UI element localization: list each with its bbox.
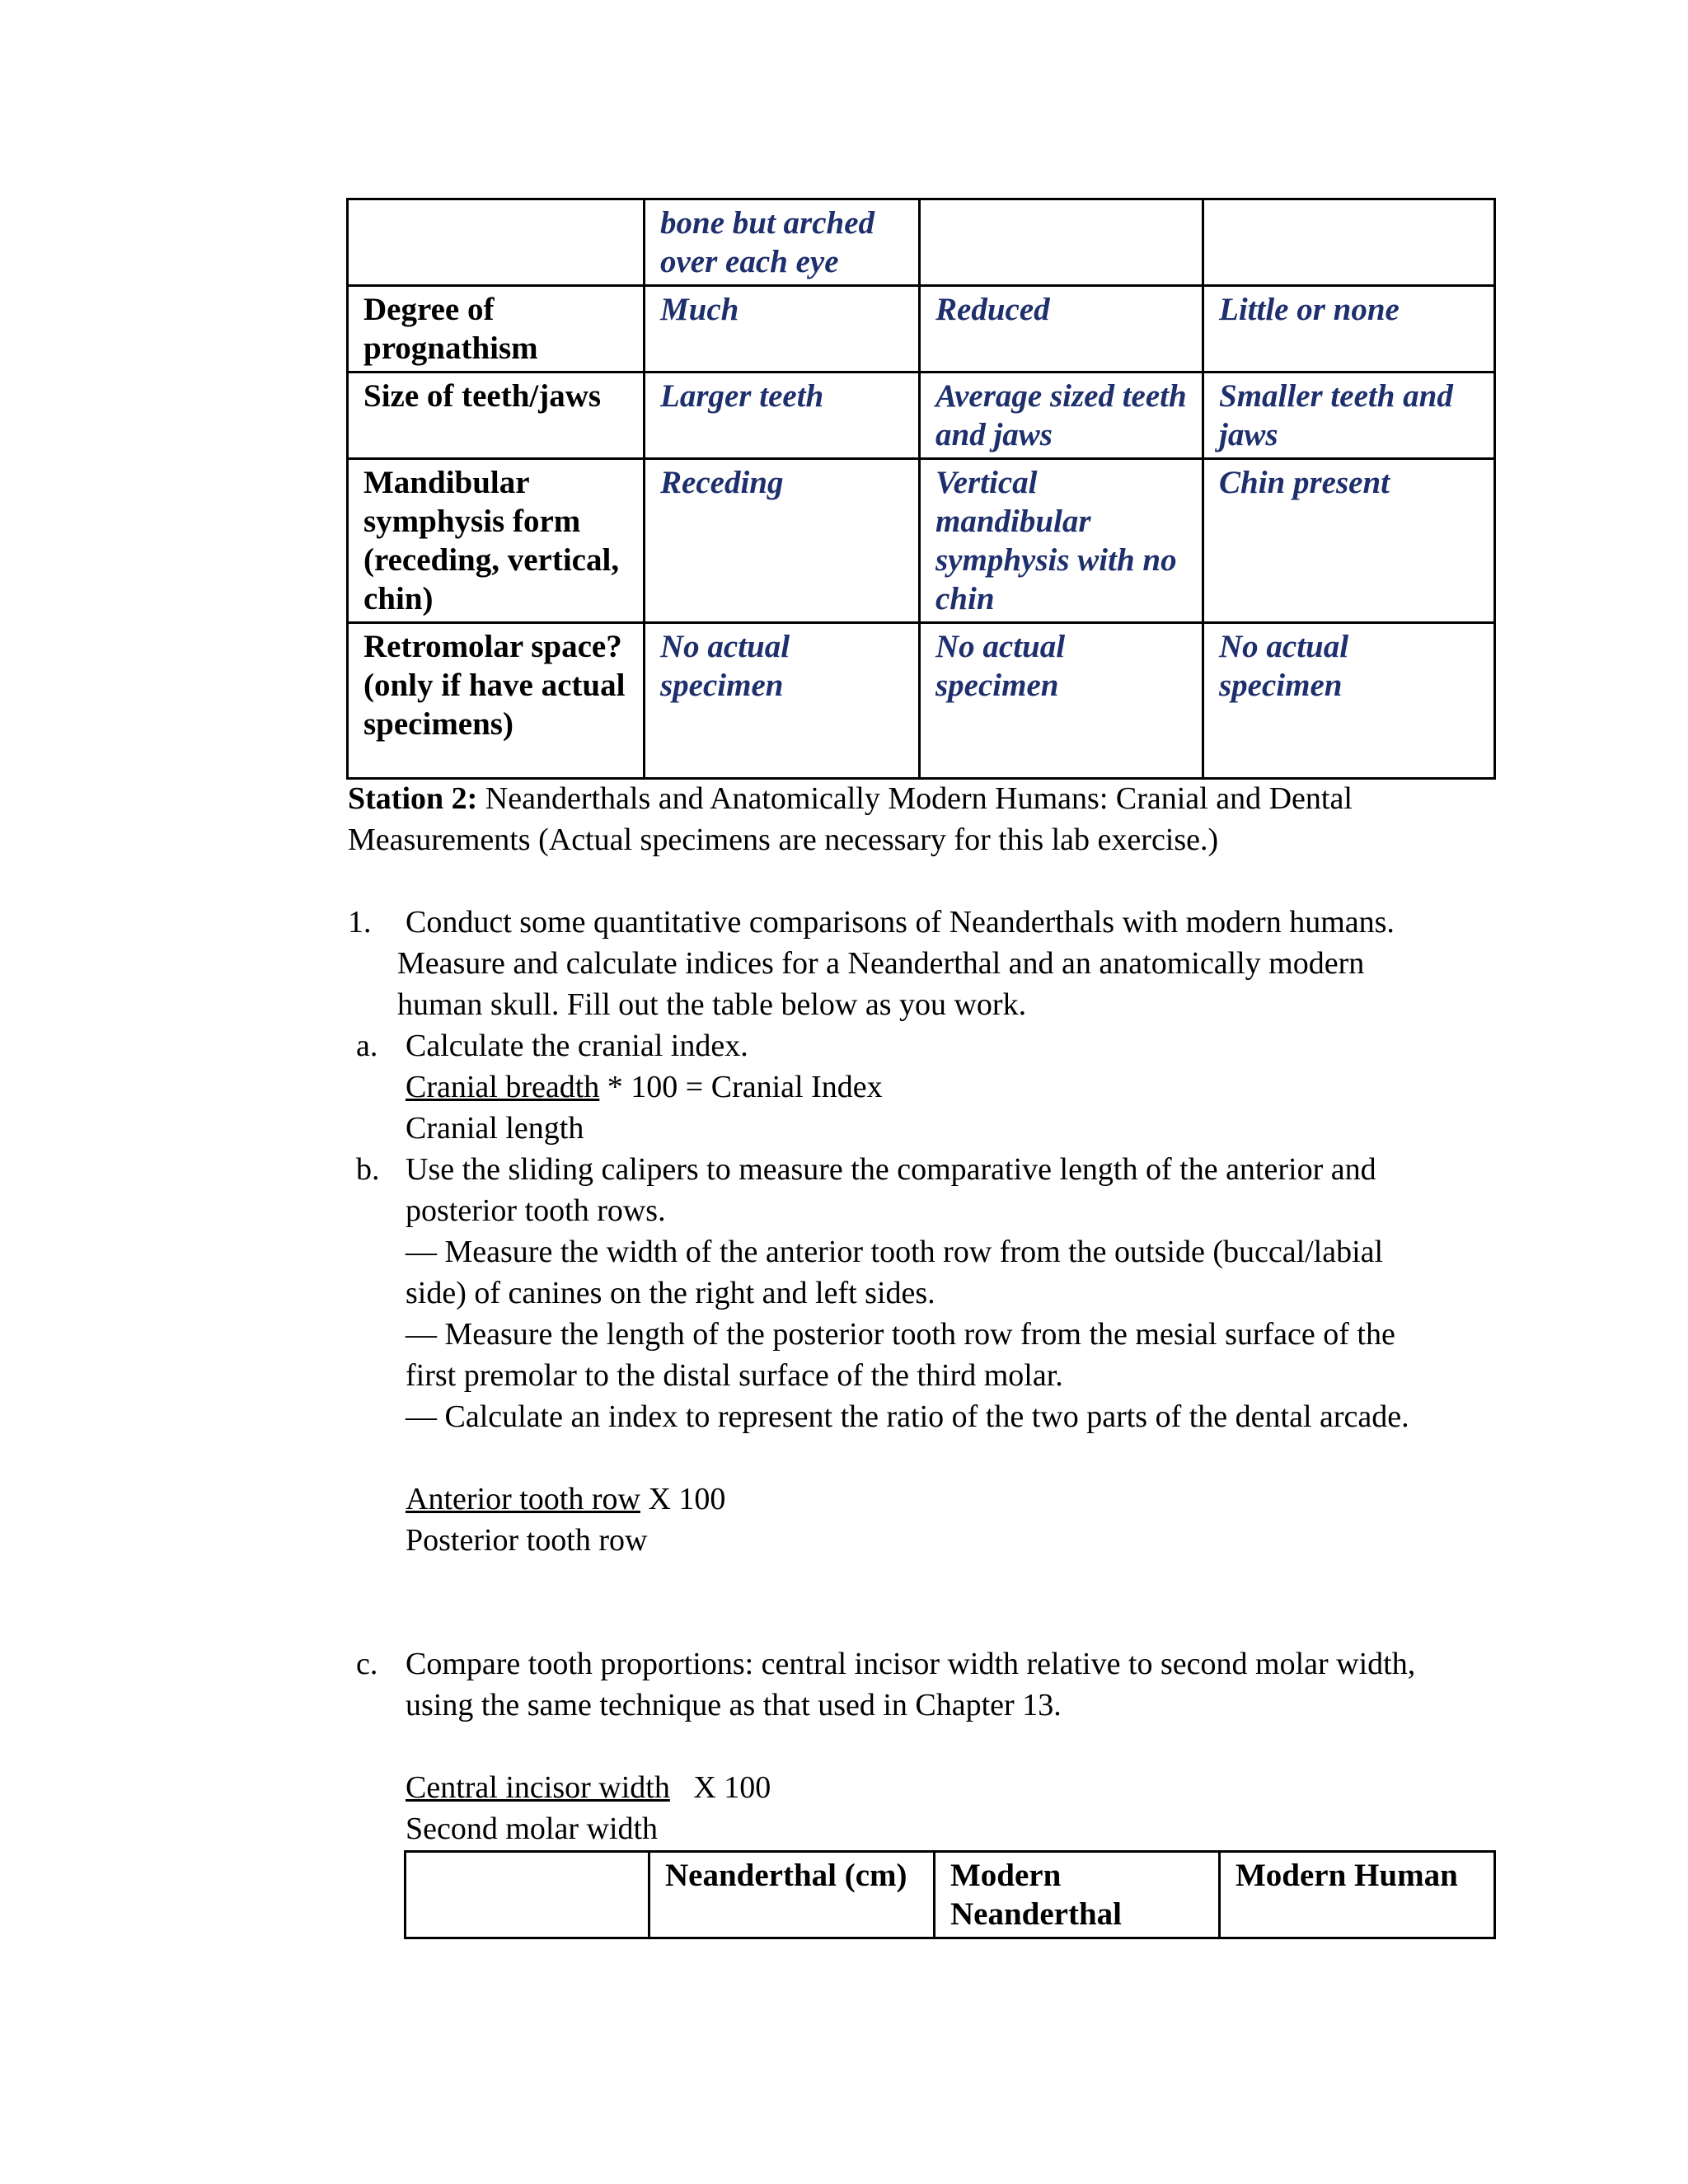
- modern-neanderthal-cell: Average sized teeth and jaws: [920, 373, 1203, 459]
- modern-neanderthal-cell: [920, 199, 1203, 286]
- formula-rest: X 100: [640, 1482, 726, 1516]
- item-b-line1: Use the sliding calipers to measure the comparative length of the anterior and: [406, 1152, 1376, 1187]
- tooth-proportion-formula: [406, 1767, 771, 1808]
- item1-line3: human skull. Fill out the table below as you work.: [397, 987, 1027, 1022]
- station-heading: [348, 778, 1353, 819]
- formula-rest: X 100: [669, 1770, 771, 1805]
- item1-line1: Conduct some quantitative comparisons of Neanderthals with modern humans.: [406, 905, 1395, 940]
- header-modern-neanderthal: Modern Neanderthal: [935, 1852, 1220, 1938]
- table-row: [348, 199, 1495, 286]
- item-c-line1: Compare tooth proportions: central incisor width relative to second molar width,: [406, 1647, 1416, 1681]
- row-label: Mandibular symphysis form (receding, vertical, chin): [348, 459, 645, 623]
- station-label: Station 2:: [348, 781, 478, 816]
- station-title-line2: Measurements (Actual specimens are necessary for this lab exercise.): [348, 823, 1219, 857]
- table-row: [348, 373, 1495, 459]
- tooth-row-formula: [406, 1479, 725, 1520]
- modern-human-cell: Smaller teeth and jaws: [1203, 373, 1495, 459]
- item-b-line5: — Measure the length of the posterior tooth row from the mesial surface of the: [406, 1317, 1395, 1352]
- neanderthal-cell: Larger teeth: [645, 373, 920, 459]
- row-label: Size of teeth/jaws: [348, 373, 645, 459]
- comparison-table: [346, 198, 1496, 780]
- measurement-table: [404, 1850, 1496, 1939]
- neanderthal-cell: No actual specimen: [645, 623, 920, 779]
- formula-denominator: Second molar width: [406, 1811, 659, 1846]
- row-label: [348, 199, 645, 286]
- neanderthal-cell: Receding: [645, 459, 920, 623]
- formula-rest: * 100 = Cranial Index: [599, 1070, 883, 1104]
- item-a-text: Calculate the cranial index.: [406, 1029, 748, 1063]
- table-header-row: [406, 1852, 1495, 1938]
- formula-denominator: Cranial length: [406, 1111, 584, 1146]
- item-b-line3: — Measure the width of the anterior tooth row from the outside (buccal/labial: [406, 1235, 1384, 1269]
- table-row: [348, 459, 1495, 623]
- item-letter: c.: [356, 1647, 378, 1681]
- modern-human-cell: Little or none: [1203, 286, 1495, 373]
- table-row: [348, 286, 1495, 373]
- neanderthal-cell: bone but arched over each eye: [645, 199, 920, 286]
- neanderthal-cell: Much: [645, 286, 920, 373]
- cranial-index-formula: [406, 1066, 883, 1108]
- row-label: Retromolar space? (only if have actual specimens): [348, 623, 645, 779]
- modern-neanderthal-cell: Vertical mandibular symphysis with no chin: [920, 459, 1203, 623]
- item-letter: a.: [356, 1029, 378, 1063]
- item-b-line6: first premolar to the distal surface of the third molar.: [406, 1358, 1063, 1393]
- modern-neanderthal-cell: Reduced: [920, 286, 1203, 373]
- modern-human-cell: Chin present: [1203, 459, 1495, 623]
- station-title-line1: Neanderthals and Anatomically Modern Humans: Cranial and Dental: [485, 781, 1353, 816]
- modern-human-cell: [1203, 199, 1495, 286]
- item-b-line7: — Calculate an index to represent the ratio of the two parts of the dental arcade.: [406, 1399, 1409, 1434]
- item-letter: b.: [356, 1152, 380, 1187]
- row-label: Degree of prognathism: [348, 286, 645, 373]
- table-row: [348, 623, 1495, 779]
- item-b-line4: side) of canines on the right and left sides.: [406, 1276, 935, 1310]
- formula-numerator: Cranial breadth: [406, 1070, 600, 1104]
- header-modern-human: Modern Human: [1220, 1852, 1495, 1938]
- item-b-line2: posterior tooth rows.: [406, 1193, 666, 1228]
- formula-denominator: Posterior tooth row: [406, 1523, 648, 1558]
- item-number: 1.: [348, 905, 372, 940]
- formula-numerator: Central incisor width: [406, 1770, 670, 1805]
- modern-human-cell: No actual specimen: [1203, 623, 1495, 779]
- item-c-line2: using the same technique as that used in Chapter 13.: [406, 1688, 1062, 1722]
- header-cell-empty: [406, 1852, 649, 1938]
- modern-neanderthal-cell: No actual specimen: [920, 623, 1203, 779]
- item1-line2: Measure and calculate indices for a Neanderthal and an anatomically modern: [397, 946, 1365, 981]
- formula-numerator: Anterior tooth row: [406, 1482, 640, 1516]
- header-neanderthal: Neanderthal (cm): [649, 1852, 935, 1938]
